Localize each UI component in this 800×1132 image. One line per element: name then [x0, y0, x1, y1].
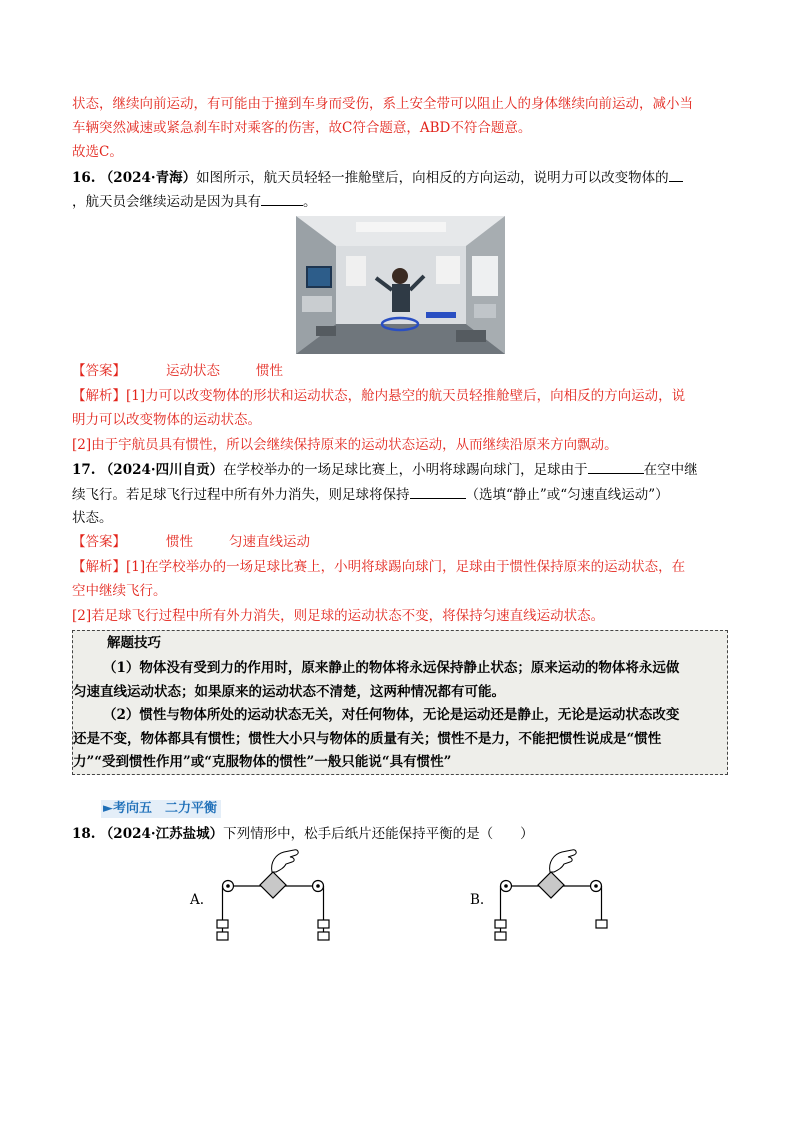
analysis-continued-line-2: 车辆突然减速或紧急刹车时对乘客的伤害，故C符合题意，ABD不符合题意。: [72, 120, 532, 136]
question-text: 。: [303, 194, 317, 210]
question-17-stem-line-3: 状态。: [72, 510, 113, 526]
question-source: （2024·四川自贡）: [99, 462, 224, 478]
question-text: 在学校举办的一场足球比赛上，小明将球踢向球门，足球由于: [223, 462, 588, 478]
tips-paragraph-1-line-1: （1）物体没有受到力的作用时，原来静止的物体将永远保持静止状态；原来运动的物体将永远做: [103, 660, 680, 676]
tips-paragraph-1-line-2: 匀速直线运动状态；如果原来的运动状态不清楚，这两种情况都有可能。: [73, 684, 505, 700]
analysis-text: [1]在学校举办的一场足球比赛上，小明将球踢向球门，足球由于惯性保持原来的运动状态，在: [126, 559, 686, 575]
tips-paragraph-2-line-2: 还是不变，物体都具有惯性；惯性大小只与物体的质量有关；惯性不是力，不能把惯性说成是“惯性: [73, 731, 662, 747]
fill-blank: [261, 191, 303, 206]
question-source: （2024·青海）: [99, 170, 197, 186]
tips-paragraph-2-line-3: 力”“受到惯性作用”或“克服物体的惯性”一般只能说“具有惯性”: [73, 754, 452, 770]
analysis-continued-line-1: 状态，继续向前运动，有可能由于撞到车身而受伤，系上安全带可以阻止人的身体继续向前运动，减小当: [72, 96, 693, 112]
tips-paragraph-2-line-1: （2）惯性与物体所处的运动状态无关，对任何物体，无论是运动还是静止，无论是运动状态改变: [103, 707, 680, 723]
analysis-tag: 【解析】: [72, 388, 126, 404]
question-number: 17.: [72, 462, 96, 478]
question-17-stem-line-2: [72, 484, 732, 505]
question-17-analysis-line-2: 空中继续飞行。: [72, 583, 167, 599]
answer-value-1: 运动状态: [166, 363, 220, 379]
analysis-text: [1]力可以改变物体的形状和运动状态，舱内悬空的航天员轻推舱壁后，向相反的方向运动，说: [126, 388, 686, 404]
answer-value-1: 惯性: [166, 534, 193, 550]
question-number: 16.: [72, 170, 96, 186]
question-text: 如图所示，航天员轻轻一推舱壁后，向相反的方向运动，说明力可以改变物体的: [196, 170, 669, 186]
space-station-astronaut-photo: [296, 216, 505, 354]
question-text: 下列情形中，松手后纸片还能保持平衡的是（ ）: [223, 826, 534, 842]
question-16-analysis-line-3: [2]由于宇航员具有惯性，所以会继续保持原来的运动状态运动，从而继续沿原来方向飘动。: [72, 437, 618, 453]
answer-value-2: 匀速直线运动: [229, 534, 310, 550]
question-17-analysis-line-3: [2]若足球飞行过程中所有外力消失，则足球的运动状态不变，将保持匀速直线运动状态。: [72, 608, 605, 624]
problem-solving-tips-box: [72, 630, 728, 775]
option-a-pulley-diagram: [210, 848, 340, 948]
question-16-analysis-line-2: 明力可以改变物体的运动状态。: [72, 412, 261, 428]
answer-tag: 【答案】: [72, 363, 126, 379]
question-18-stem: [72, 824, 732, 844]
option-b-pulley-diagram: [488, 848, 618, 948]
option-b-label: B.: [470, 892, 485, 908]
analysis-tag: 【解析】: [72, 559, 126, 575]
fill-blank: [588, 459, 644, 474]
question-16-stem-line-1: [72, 167, 732, 188]
question-17-analysis-line-1: [72, 557, 732, 577]
question-16-stem-line-2: [72, 191, 732, 212]
answer-tag: 【答案】: [72, 534, 126, 550]
answer-choice-line: 故选C。: [72, 144, 123, 160]
question-source: （2024·江苏盐城）: [99, 826, 224, 842]
question-number: 18.: [72, 826, 96, 842]
question-17-stem-line-1: [72, 459, 732, 480]
question-text: （选填“静止”或“匀速直线运动”）: [465, 487, 669, 503]
tips-title: 解题技巧: [107, 635, 161, 651]
fill-blank: [669, 167, 683, 182]
question-text: ，航天员会继续运动是因为具有: [72, 194, 261, 210]
section-heading: ►考向五 二力平衡: [101, 800, 221, 818]
question-16-answer: [72, 361, 732, 381]
fill-blank: [410, 484, 466, 499]
question-16-analysis-line-1: [72, 386, 732, 406]
option-a-label: A.: [190, 892, 205, 908]
question-17-answer: [72, 532, 732, 552]
question-text: 在空中继: [643, 462, 698, 478]
question-text: 续飞行。若足球飞行过程中所有外力消失，则足球将保持: [72, 487, 410, 503]
answer-value-2: 惯性: [256, 363, 283, 379]
